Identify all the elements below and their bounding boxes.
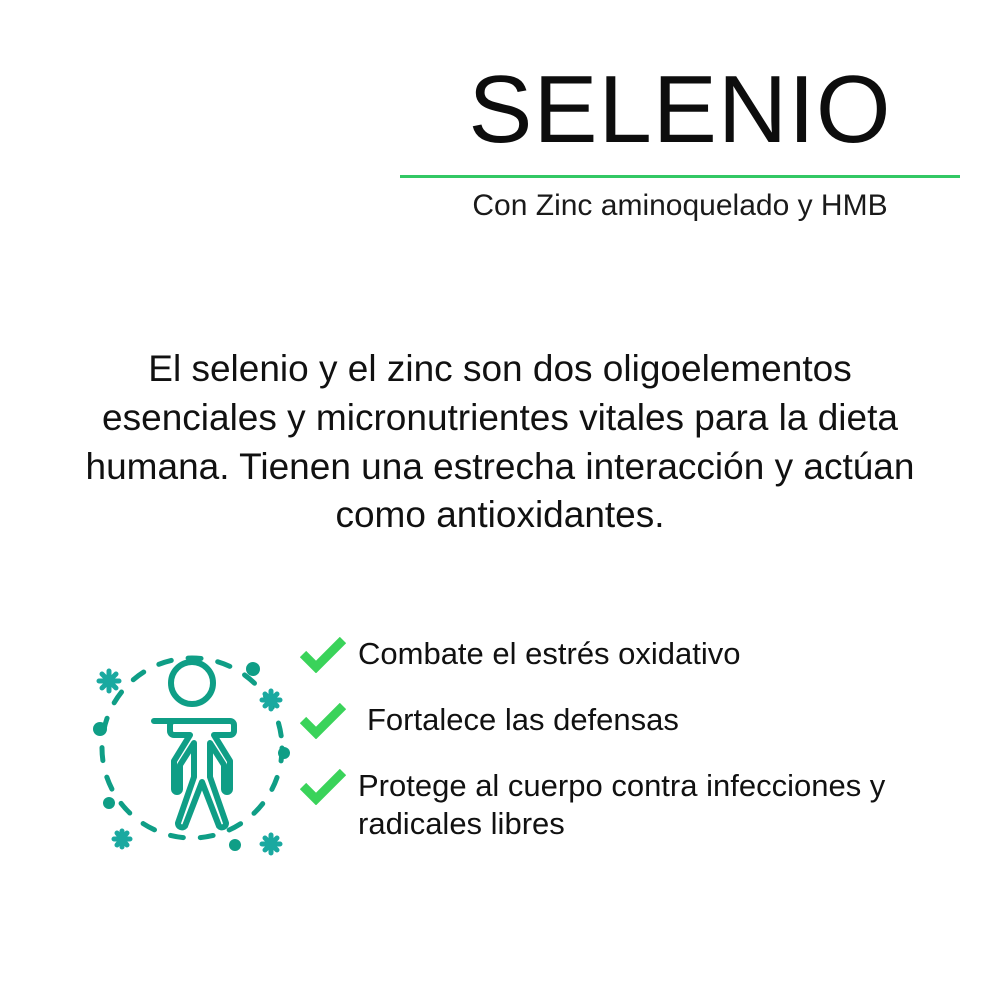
intro-paragraph: El selenio y el zinc son dos oligoelementos esenciales y micronutrientes vitales para la dieta humana. Tienen una estrecha interacción y actúan como antioxidantes. bbox=[85, 348, 915, 536]
header bbox=[400, 56, 960, 224]
benefit-item bbox=[300, 701, 1000, 741]
check-icon bbox=[300, 635, 358, 675]
benefit-label: Protege al cuerpo contra infecciones y radicales libres bbox=[358, 768, 886, 841]
benefit-label: Combate el estrés oxidativo bbox=[358, 636, 741, 671]
page-subtitle: Con Zinc aminoquelado y HMB bbox=[472, 188, 888, 222]
check-icon bbox=[300, 767, 358, 807]
benefit-item bbox=[300, 767, 1000, 843]
benefits-list bbox=[300, 625, 1000, 869]
benefit-label: Fortalece las defensas bbox=[367, 702, 679, 737]
lower-section bbox=[0, 625, 1000, 905]
check-icon bbox=[300, 701, 358, 741]
human-body-immunity-icon bbox=[0, 625, 300, 868]
benefit-item bbox=[300, 635, 1000, 675]
page-title: SELENIO bbox=[468, 56, 892, 163]
title-divider bbox=[400, 175, 960, 178]
